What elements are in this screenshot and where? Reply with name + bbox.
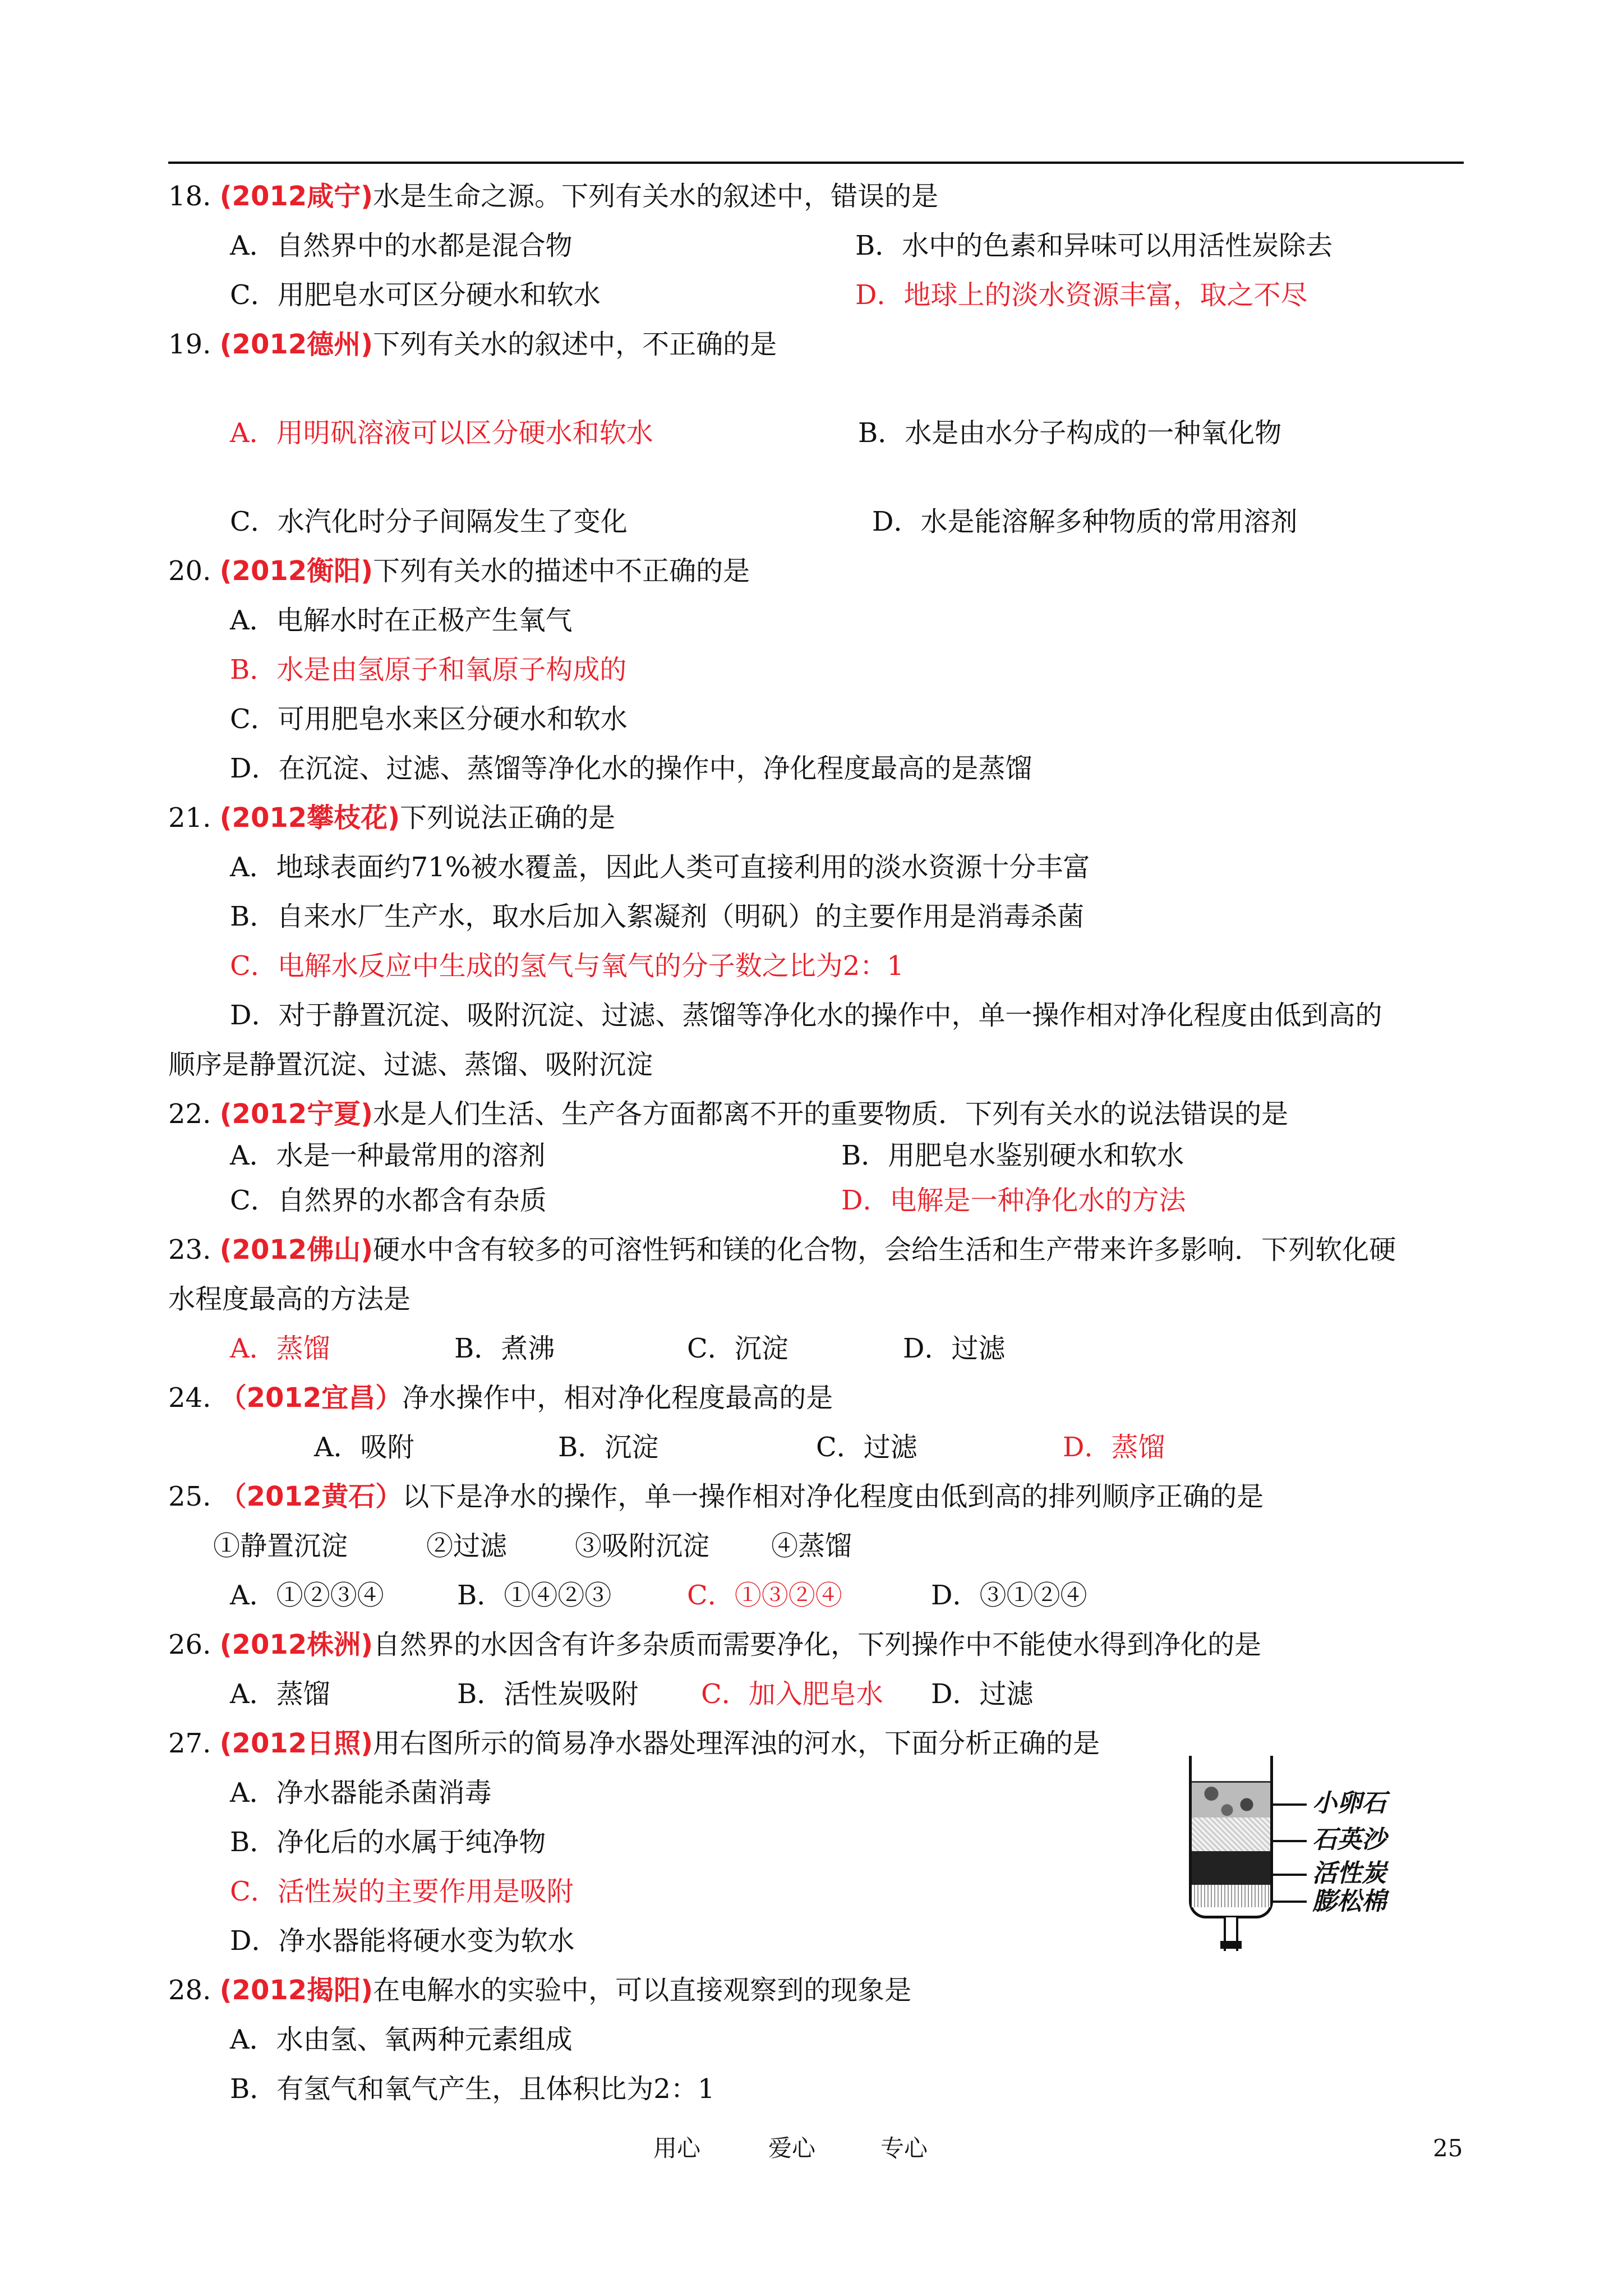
leader-line — [1273, 1901, 1307, 1903]
option-23-a-answer: A．蒸馏 — [230, 1333, 330, 1364]
option-20-b-answer: B．水是由氢原子和氧原子构成的 — [230, 654, 627, 685]
option-19-c: C．水汽化时分子间隔发生了变化 — [230, 506, 628, 537]
option-26-c-answer: C．加入肥皂水 — [701, 1678, 883, 1710]
option-26-d: D．过滤 — [931, 1678, 1034, 1710]
option-27-d: D．净水器能将硬水变为软水 — [230, 1925, 575, 1957]
option-20-a: A．电解水时在正极产生氧气 — [230, 605, 573, 636]
question-24: 24. （2012宜昌）净水操作中，相对净化程度最高的是 — [168, 1382, 833, 1414]
option-27-c-answer: C．活性炭的主要作用是吸附 — [230, 1876, 574, 1907]
option-25-a: A．①②③④ — [230, 1580, 384, 1611]
option-21-d-continuation: 顺序是静置沉淀、过滤、蒸馏、吸附沉淀 — [168, 1049, 653, 1080]
option-27-a: A．净水器能杀菌消毒 — [230, 1777, 492, 1809]
question-26: 26. (2012株洲)自然界的水因含有许多杂质而需要净化，下列操作中不能使水得到净化的是 — [168, 1629, 1262, 1660]
option-26-b: B．活性炭吸附 — [457, 1678, 639, 1710]
filter-outlet-cap — [1220, 1941, 1242, 1949]
carbon-layer — [1192, 1851, 1270, 1885]
item-25-1: ①静置沉淀 — [213, 1530, 348, 1562]
option-22-c: C．自然界的水都含有杂质 — [230, 1185, 547, 1216]
option-18-c: C．用肥皂水可区分硬水和软水 — [230, 279, 601, 311]
option-27-b: B．净化后的水属于纯净物 — [230, 1826, 546, 1858]
item-25-2: ②过滤 — [426, 1530, 508, 1562]
label-activated-carbon: 活性炭 — [1312, 1859, 1386, 1888]
page-number: 25 — [1433, 2134, 1463, 2162]
question-19: 19. (2012德州)下列有关水的叙述中，不正确的是 — [168, 329, 777, 360]
question-21: 21. (2012攀枝花)下列说法正确的是 — [168, 802, 616, 834]
question-23: 23. (2012佛山)硬水中含有较多的可溶性钙和镁的化合物，会给生活和生产带来许多影响．下列软化硬 — [168, 1234, 1396, 1266]
option-21-a: A．地球表面约71%被水覆盖，因此人类可直接利用的淡水资源十分丰富 — [230, 852, 1090, 883]
option-22-d-answer: D．电解是一种净化水的方法 — [841, 1185, 1186, 1216]
option-18-d-answer: D．地球上的淡水资源丰富，取之不尽 — [855, 279, 1308, 311]
label-pebbles: 小卵石 — [1312, 1789, 1386, 1818]
footer-right: 专心 — [880, 2134, 928, 2162]
option-18-b: B．水中的色素和异味可以用活性炭除去 — [855, 230, 1333, 261]
question-20: 20. (2012衡阳)下列有关水的描述中不正确的是 — [168, 555, 750, 587]
label-cotton: 膨松棉 — [1312, 1887, 1386, 1916]
option-20-d: D．在沉淀、过滤、蒸馏等净化水的操作中，净化程度最高的是蒸馏 — [230, 753, 1032, 784]
option-28-a: A．水由氢、氧两种元素组成 — [230, 2024, 573, 2055]
cotton-layer — [1192, 1885, 1270, 1907]
option-25-d: D．③①②④ — [931, 1580, 1087, 1611]
option-19-a-answer: A．用明矾溶液可以区分硬水和软水 — [230, 417, 653, 449]
sand-layer — [1192, 1818, 1270, 1851]
option-18-a: A．自然界中的水都是混合物 — [230, 230, 573, 261]
option-20-c: C．可用肥皂水来区分硬水和软水 — [230, 703, 628, 735]
option-23-c: C．沉淀 — [687, 1333, 789, 1364]
option-23-b: B．煮沸 — [454, 1333, 555, 1364]
option-22-b: B．用肥皂水鉴别硬水和软水 — [841, 1140, 1184, 1171]
option-24-b: B．沉淀 — [558, 1432, 659, 1463]
water-filter-figure — [1178, 1756, 1413, 1969]
item-25-3: ③吸附沉淀 — [575, 1530, 710, 1562]
question-18: 18. (2012咸宁)水是生命之源。下列有关水的叙述中，错误的是 — [168, 181, 939, 212]
question-25: 25. （2012黄石）以下是净水的操作，单一操作相对净化程度由低到高的排列顺序正确的是 — [168, 1481, 1264, 1512]
filter-tube — [1189, 1756, 1273, 1918]
label-quartz-sand: 石英沙 — [1312, 1825, 1386, 1854]
question-28: 28. (2012揭阳)在电解水的实验中，可以直接观察到的现象是 — [168, 1975, 912, 2006]
item-25-4: ④蒸馏 — [771, 1530, 852, 1562]
option-25-c-answer: C．①③②④ — [687, 1580, 842, 1611]
leader-line — [1273, 1874, 1307, 1876]
option-23-d: D．过滤 — [903, 1333, 1006, 1364]
option-21-c-answer: C．电解水反应中生成的氢气与氧气的分子数之比为2：1 — [230, 950, 904, 982]
leader-line — [1273, 1840, 1307, 1842]
footer-left: 用心 — [653, 2134, 701, 2162]
leader-line — [1273, 1803, 1307, 1806]
option-28-b: B．有氢气和氧气产生，且体积比为2：1 — [230, 2073, 715, 2105]
option-21-b: B．自来水厂生产水，取水后加入絮凝剂（明矾）的主要作用是消毒杀菌 — [230, 901, 1085, 932]
pebble-layer — [1192, 1781, 1270, 1819]
option-19-d: D．水是能溶解多种物质的常用溶剂 — [872, 506, 1298, 537]
option-25-b: B．①④②③ — [457, 1580, 612, 1611]
header-rule — [168, 162, 1464, 164]
option-21-d: D．对于静置沉淀、吸附沉淀、过滤、蒸馏等净化水的操作中，单一操作相对净化程度由低到高的 — [230, 1000, 1382, 1031]
option-24-a: A．吸附 — [314, 1432, 414, 1463]
question-23-continuation: 水程度最高的方法是 — [168, 1283, 411, 1315]
footer-middle: 爱心 — [768, 2134, 816, 2162]
option-24-d-answer: D．蒸馏 — [1063, 1432, 1165, 1463]
option-22-a: A．水是一种最常用的溶剂 — [230, 1140, 546, 1171]
option-26-a: A．蒸馏 — [230, 1678, 330, 1710]
question-22: 22. (2012宁夏)水是人们生活、生产各方面都离不开的重要物质．下列有关水的说法错误的是 — [168, 1098, 1289, 1130]
question-27: 27. (2012日照)用右图所示的简易净水器处理浑浊的河水，下面分析正确的是 — [168, 1728, 1100, 1759]
option-19-b: B．水是由水分子构成的一种氧化物 — [858, 417, 1282, 449]
option-24-c: C．过滤 — [816, 1432, 917, 1463]
